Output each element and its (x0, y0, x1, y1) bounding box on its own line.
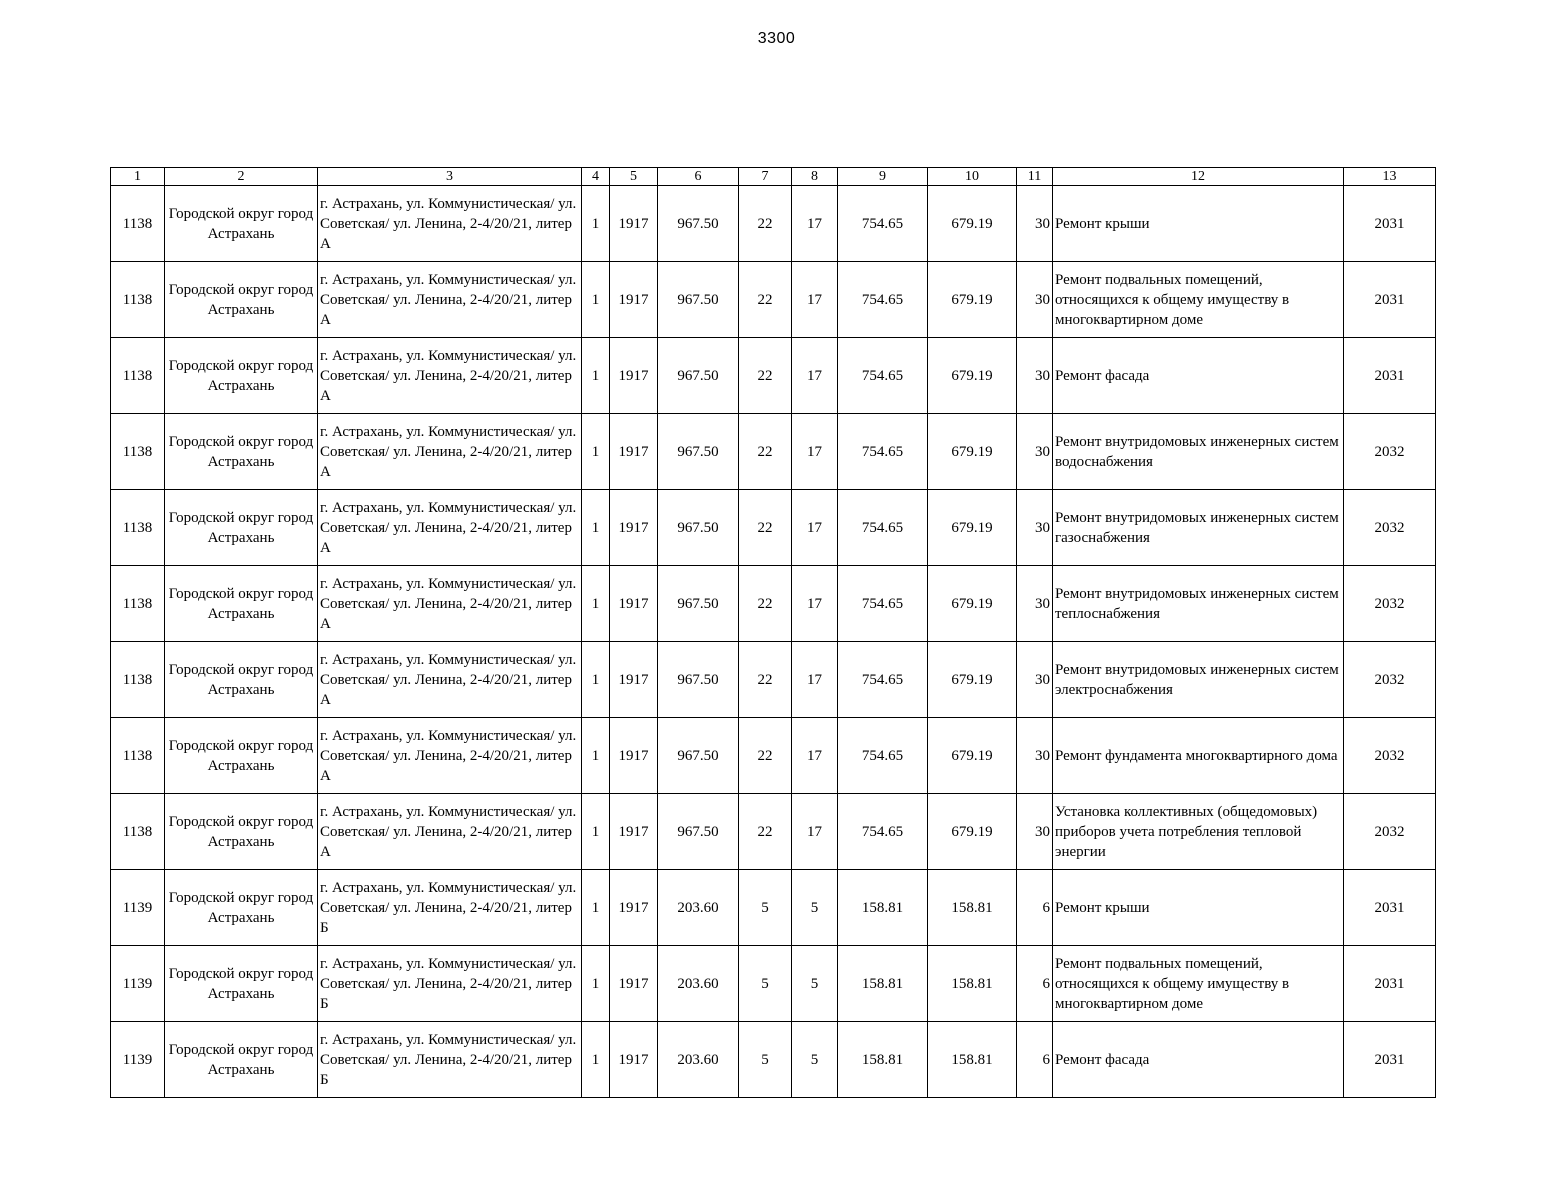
column-number: 6 (658, 168, 739, 186)
municipality-cell: Городской округ город Астрахань (165, 642, 318, 718)
column-9-cell: 158.81 (838, 946, 928, 1022)
column-4-cell: 1 (582, 946, 610, 1022)
table-row (111, 870, 1436, 946)
total-area-cell: 967.50 (658, 490, 739, 566)
table-row (111, 794, 1436, 870)
column-number-row (111, 168, 1436, 186)
table-row (111, 186, 1436, 262)
year-cell: 1917 (610, 794, 658, 870)
work-type-cell: Ремонт внутридомовых инженерных систем теплоснабжения (1053, 566, 1344, 642)
year-cell: 1917 (610, 414, 658, 490)
column-7-cell: 22 (739, 338, 792, 414)
municipality-cell: Городской округ город Астрахань (165, 566, 318, 642)
column-11-cell: 30 (1017, 794, 1053, 870)
municipality-cell: Городской округ город Астрахань (165, 870, 318, 946)
municipality-cell: Городской округ город Астрахань (165, 186, 318, 262)
year-cell: 1917 (610, 946, 658, 1022)
work-type-cell: Ремонт фундамента многоквартирного дома (1053, 718, 1344, 794)
municipality-cell: Городской округ город Астрахань (165, 794, 318, 870)
plan-year-cell: 2031 (1344, 338, 1436, 414)
address-cell: г. Астрахань, ул. Коммунистическая/ ул. Советская/ ул. Ленина, 2-4/20/21, литер Б (318, 1022, 582, 1098)
total-area-cell: 967.50 (658, 642, 739, 718)
column-8-cell: 17 (792, 490, 838, 566)
work-type-cell: Ремонт крыши (1053, 870, 1344, 946)
table-row (111, 946, 1436, 1022)
work-type-cell: Ремонт подвальных помещений, относящихся к общему имуществу в многоквартирном доме (1053, 946, 1344, 1022)
column-number: 9 (838, 168, 928, 186)
column-7-cell: 22 (739, 794, 792, 870)
column-8-cell: 17 (792, 566, 838, 642)
address-cell: г. Астрахань, ул. Коммунистическая/ ул. Советская/ ул. Ленина, 2-4/20/21, литер А (318, 794, 582, 870)
column-8-cell: 17 (792, 718, 838, 794)
address-cell: г. Астрахань, ул. Коммунистическая/ ул. Советская/ ул. Ленина, 2-4/20/21, литер Б (318, 870, 582, 946)
total-area-cell: 967.50 (658, 794, 739, 870)
table-row (111, 490, 1436, 566)
column-11-cell: 30 (1017, 262, 1053, 338)
column-9-cell: 754.65 (838, 718, 928, 794)
column-8-cell: 5 (792, 1022, 838, 1098)
column-11-cell: 30 (1017, 490, 1053, 566)
address-cell: г. Астрахань, ул. Коммунистическая/ ул. Советская/ ул. Ленина, 2-4/20/21, литер А (318, 262, 582, 338)
address-cell: г. Астрахань, ул. Коммунистическая/ ул. Советская/ ул. Ленина, 2-4/20/21, литер А (318, 414, 582, 490)
year-cell: 1917 (610, 642, 658, 718)
column-8-cell: 17 (792, 262, 838, 338)
column-4-cell: 1 (582, 718, 610, 794)
column-7-cell: 22 (739, 262, 792, 338)
column-4-cell: 1 (582, 1022, 610, 1098)
column-11-cell: 30 (1017, 566, 1053, 642)
municipality-cell: Городской округ город Астрахань (165, 718, 318, 794)
column-10-cell: 679.19 (928, 262, 1017, 338)
capital-repair-table (110, 167, 1436, 1098)
column-9-cell: 754.65 (838, 490, 928, 566)
column-4-cell: 1 (582, 566, 610, 642)
table-row (111, 414, 1436, 490)
plan-year-cell: 2031 (1344, 186, 1436, 262)
column-9-cell: 754.65 (838, 794, 928, 870)
column-11-cell: 6 (1017, 870, 1053, 946)
column-11-cell: 30 (1017, 186, 1053, 262)
page-number: 3300 (757, 30, 796, 47)
table-row (111, 718, 1436, 794)
row-number-cell: 1138 (111, 642, 165, 718)
column-8-cell: 17 (792, 186, 838, 262)
total-area-cell: 967.50 (658, 414, 739, 490)
column-number: 3 (318, 168, 582, 186)
row-number-cell: 1139 (111, 1022, 165, 1098)
column-4-cell: 1 (582, 338, 610, 414)
column-4-cell: 1 (582, 490, 610, 566)
work-type-cell: Ремонт внутридомовых инженерных систем водоснабжения (1053, 414, 1344, 490)
total-area-cell: 967.50 (658, 262, 739, 338)
column-4-cell: 1 (582, 262, 610, 338)
plan-year-cell: 2032 (1344, 566, 1436, 642)
row-number-cell: 1138 (111, 490, 165, 566)
column-10-cell: 679.19 (928, 414, 1017, 490)
plan-year-cell: 2031 (1344, 262, 1436, 338)
work-type-cell: Ремонт фасада (1053, 1022, 1344, 1098)
year-cell: 1917 (610, 870, 658, 946)
plan-year-cell: 2032 (1344, 414, 1436, 490)
column-10-cell: 679.19 (928, 186, 1017, 262)
column-8-cell: 17 (792, 414, 838, 490)
row-number-cell: 1138 (111, 338, 165, 414)
work-type-cell: Ремонт внутридомовых инженерных систем электроснабжения (1053, 642, 1344, 718)
address-cell: г. Астрахань, ул. Коммунистическая/ ул. Советская/ ул. Ленина, 2-4/20/21, литер Б (318, 946, 582, 1022)
column-11-cell: 30 (1017, 414, 1053, 490)
column-11-cell: 30 (1017, 338, 1053, 414)
year-cell: 1917 (610, 338, 658, 414)
address-cell: г. Астрахань, ул. Коммунистическая/ ул. Советская/ ул. Ленина, 2-4/20/21, литер А (318, 186, 582, 262)
table-row (111, 1022, 1436, 1098)
address-cell: г. Астрахань, ул. Коммунистическая/ ул. Советская/ ул. Ленина, 2-4/20/21, литер А (318, 566, 582, 642)
column-10-cell: 158.81 (928, 946, 1017, 1022)
column-10-cell: 679.19 (928, 794, 1017, 870)
plan-year-cell: 2031 (1344, 946, 1436, 1022)
total-area-cell: 203.60 (658, 870, 739, 946)
column-10-cell: 158.81 (928, 870, 1017, 946)
column-8-cell: 17 (792, 338, 838, 414)
column-9-cell: 158.81 (838, 1022, 928, 1098)
row-number-cell: 1139 (111, 870, 165, 946)
address-cell: г. Астрахань, ул. Коммунистическая/ ул. Советская/ ул. Ленина, 2-4/20/21, литер А (318, 490, 582, 566)
total-area-cell: 967.50 (658, 718, 739, 794)
row-number-cell: 1138 (111, 566, 165, 642)
column-9-cell: 158.81 (838, 870, 928, 946)
column-7-cell: 22 (739, 490, 792, 566)
municipality-cell: Городской округ город Астрахань (165, 1022, 318, 1098)
total-area-cell: 967.50 (658, 186, 739, 262)
row-number-cell: 1138 (111, 718, 165, 794)
column-8-cell: 5 (792, 946, 838, 1022)
table-row (111, 338, 1436, 414)
total-area-cell: 967.50 (658, 566, 739, 642)
table-row (111, 262, 1436, 338)
year-cell: 1917 (610, 186, 658, 262)
row-number-cell: 1139 (111, 946, 165, 1022)
column-number: 4 (582, 168, 610, 186)
total-area-cell: 967.50 (658, 338, 739, 414)
year-cell: 1917 (610, 566, 658, 642)
column-7-cell: 5 (739, 946, 792, 1022)
work-type-cell: Ремонт внутридомовых инженерных систем газоснабжения (1053, 490, 1344, 566)
column-10-cell: 679.19 (928, 642, 1017, 718)
municipality-cell: Городской округ город Астрахань (165, 262, 318, 338)
table-row (111, 642, 1436, 718)
year-cell: 1917 (610, 262, 658, 338)
plan-year-cell: 2032 (1344, 718, 1436, 794)
column-number: 2 (165, 168, 318, 186)
row-number-cell: 1138 (111, 186, 165, 262)
total-area-cell: 203.60 (658, 1022, 739, 1098)
column-11-cell: 6 (1017, 1022, 1053, 1098)
total-area-cell: 203.60 (658, 946, 739, 1022)
column-number: 7 (739, 168, 792, 186)
plan-year-cell: 2032 (1344, 642, 1436, 718)
column-4-cell: 1 (582, 414, 610, 490)
plan-year-cell: 2032 (1344, 490, 1436, 566)
address-cell: г. Астрахань, ул. Коммунистическая/ ул. Советская/ ул. Ленина, 2-4/20/21, литер А (318, 718, 582, 794)
work-type-cell: Установка коллективных (общедомовых) приборов учета потребления тепловой энергии (1053, 794, 1344, 870)
column-7-cell: 22 (739, 414, 792, 490)
year-cell: 1917 (610, 718, 658, 794)
column-9-cell: 754.65 (838, 338, 928, 414)
column-7-cell: 5 (739, 1022, 792, 1098)
column-8-cell: 17 (792, 642, 838, 718)
column-number: 1 (111, 168, 165, 186)
address-cell: г. Астрахань, ул. Коммунистическая/ ул. Советская/ ул. Ленина, 2-4/20/21, литер А (318, 642, 582, 718)
column-7-cell: 22 (739, 566, 792, 642)
work-type-cell: Ремонт фасада (1053, 338, 1344, 414)
column-number: 11 (1017, 168, 1053, 186)
column-number: 5 (610, 168, 658, 186)
column-11-cell: 30 (1017, 642, 1053, 718)
row-number-cell: 1138 (111, 262, 165, 338)
column-8-cell: 17 (792, 794, 838, 870)
address-cell: г. Астрахань, ул. Коммунистическая/ ул. Советская/ ул. Ленина, 2-4/20/21, литер А (318, 338, 582, 414)
column-11-cell: 30 (1017, 718, 1053, 794)
year-cell: 1917 (610, 1022, 658, 1098)
year-cell: 1917 (610, 490, 658, 566)
column-number: 10 (928, 168, 1017, 186)
plan-year-cell: 2032 (1344, 794, 1436, 870)
column-9-cell: 754.65 (838, 566, 928, 642)
column-4-cell: 1 (582, 794, 610, 870)
municipality-cell: Городской округ город Астрахань (165, 946, 318, 1022)
column-11-cell: 6 (1017, 946, 1053, 1022)
table-row (111, 566, 1436, 642)
municipality-cell: Городской округ город Астрахань (165, 338, 318, 414)
column-number: 12 (1053, 168, 1344, 186)
plan-year-cell: 2031 (1344, 1022, 1436, 1098)
column-4-cell: 1 (582, 870, 610, 946)
column-10-cell: 679.19 (928, 566, 1017, 642)
column-4-cell: 1 (582, 186, 610, 262)
column-9-cell: 754.65 (838, 642, 928, 718)
column-number: 8 (792, 168, 838, 186)
work-type-cell: Ремонт крыши (1053, 186, 1344, 262)
plan-year-cell: 2031 (1344, 870, 1436, 946)
row-number-cell: 1138 (111, 414, 165, 490)
column-4-cell: 1 (582, 642, 610, 718)
column-9-cell: 754.65 (838, 414, 928, 490)
column-7-cell: 22 (739, 186, 792, 262)
column-9-cell: 754.65 (838, 262, 928, 338)
column-7-cell: 22 (739, 718, 792, 794)
work-type-cell: Ремонт подвальных помещений, относящихся к общему имуществу в многоквартирном доме (1053, 262, 1344, 338)
column-7-cell: 5 (739, 870, 792, 946)
column-10-cell: 679.19 (928, 338, 1017, 414)
column-8-cell: 5 (792, 870, 838, 946)
row-number-cell: 1138 (111, 794, 165, 870)
column-10-cell: 679.19 (928, 718, 1017, 794)
column-number: 13 (1344, 168, 1436, 186)
column-9-cell: 754.65 (838, 186, 928, 262)
column-10-cell: 158.81 (928, 1022, 1017, 1098)
municipality-cell: Городской округ город Астрахань (165, 414, 318, 490)
column-10-cell: 679.19 (928, 490, 1017, 566)
municipality-cell: Городской округ город Астрахань (165, 490, 318, 566)
column-7-cell: 22 (739, 642, 792, 718)
